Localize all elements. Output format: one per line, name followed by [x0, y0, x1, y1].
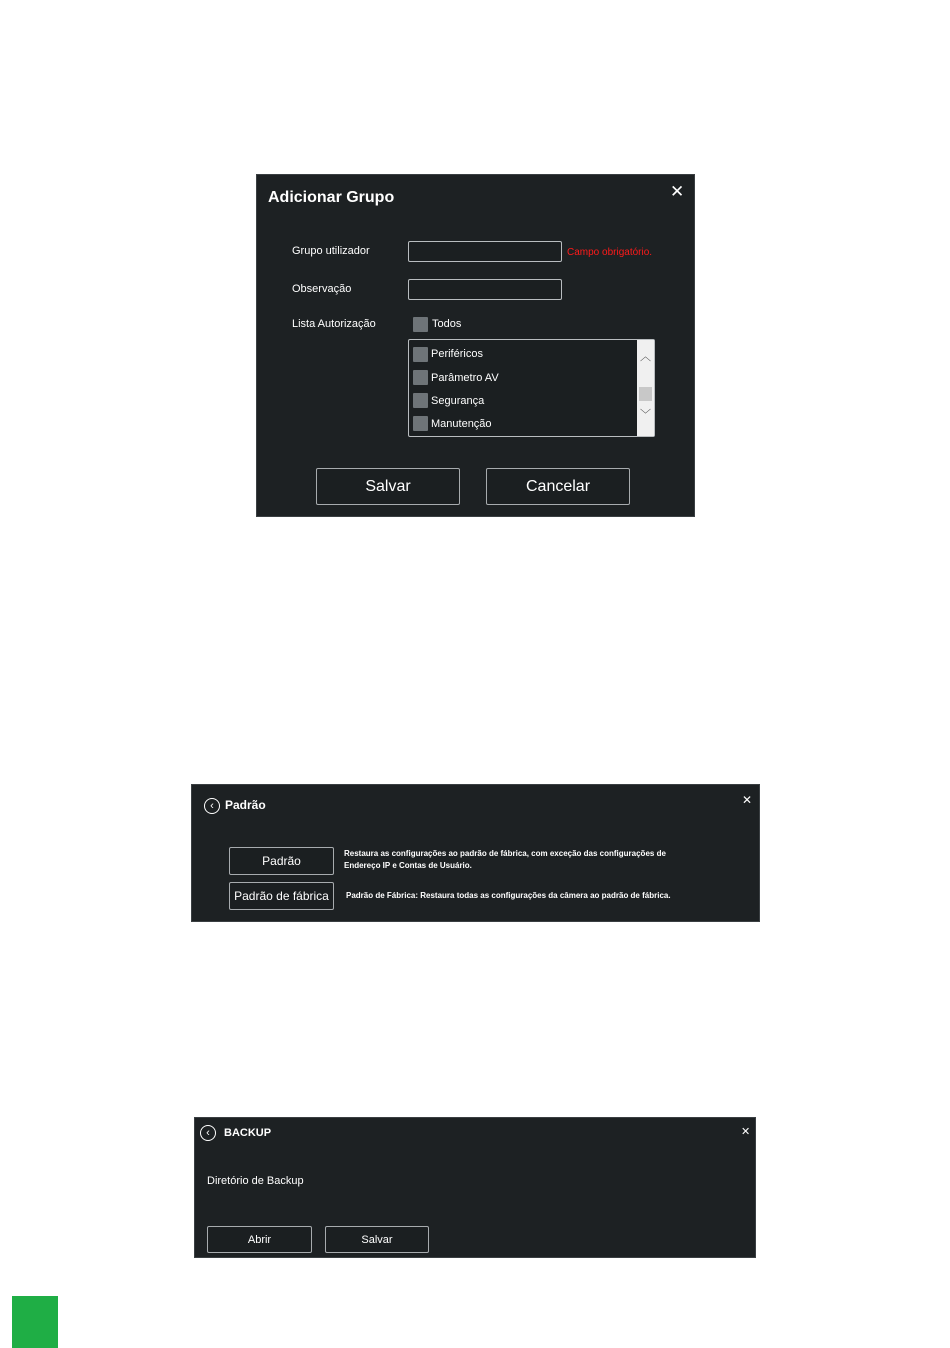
note-input[interactable] — [408, 279, 562, 300]
factory-default-button[interactable]: Padrão de fábrica — [229, 882, 334, 910]
save-button[interactable]: Salvar — [325, 1226, 429, 1253]
list-item: Parâmetro AV — [431, 372, 499, 384]
scroll-thumb[interactable] — [639, 387, 652, 401]
note-label: Observação — [292, 283, 352, 295]
perm-checkbox-seguranca[interactable] — [413, 393, 428, 408]
group-label: Grupo utilizador — [292, 245, 370, 257]
chevron-down-icon[interactable]: ﹀ — [640, 409, 651, 421]
default-button[interactable]: Padrão — [229, 847, 334, 875]
all-label: Todos — [432, 318, 462, 330]
auth-list-label: Lista Autorização — [292, 318, 376, 330]
list-item: Manutenção — [431, 418, 492, 430]
factory-default-description: Padrão de Fábrica: Restaura todas as configurações da câmera ao padrão de fábrica. — [346, 891, 671, 900]
cancel-button[interactable]: Cancelar — [486, 468, 630, 505]
open-button[interactable]: Abrir — [207, 1226, 312, 1253]
permission-list — [408, 339, 655, 437]
back-icon[interactable]: ‹ — [204, 798, 220, 814]
back-icon[interactable]: ‹ — [200, 1125, 216, 1141]
dialog-title: Adicionar Grupo — [268, 189, 395, 206]
save-button[interactable]: Salvar — [316, 468, 460, 505]
default-dialog — [191, 784, 760, 922]
scrollbar[interactable] — [637, 340, 654, 436]
all-checkbox[interactable] — [413, 317, 428, 332]
backup-dialog — [194, 1117, 756, 1258]
default-description-line2: Endereço IP e Contas de Usuário. — [344, 861, 472, 870]
dialog-title: BACKUP — [224, 1127, 272, 1139]
perm-checkbox-manutencao[interactable] — [413, 416, 428, 431]
chevron-up-icon[interactable]: ︿ — [640, 351, 651, 363]
close-icon[interactable]: ✕ — [741, 1126, 751, 1138]
list-item: Periféricos — [431, 348, 483, 360]
close-icon[interactable]: ✕ — [742, 793, 753, 807]
page-corner-marker — [12, 1296, 58, 1348]
default-description-line1: Restaura as configurações ao padrão de fábrica, com exceção das configurações de — [344, 849, 666, 858]
backup-directory-label: Diretório de Backup — [207, 1175, 304, 1187]
close-icon[interactable]: ✕ — [670, 182, 685, 201]
list-item: Segurança — [431, 395, 485, 407]
add-group-dialog — [256, 174, 695, 517]
group-input[interactable] — [408, 241, 562, 262]
dialog-title: Padrão — [225, 798, 266, 812]
required-message: Campo obrigatório. — [567, 247, 653, 258]
perm-checkbox-parametro-av[interactable] — [413, 370, 428, 385]
perm-checkbox-perifericos[interactable] — [413, 347, 428, 362]
